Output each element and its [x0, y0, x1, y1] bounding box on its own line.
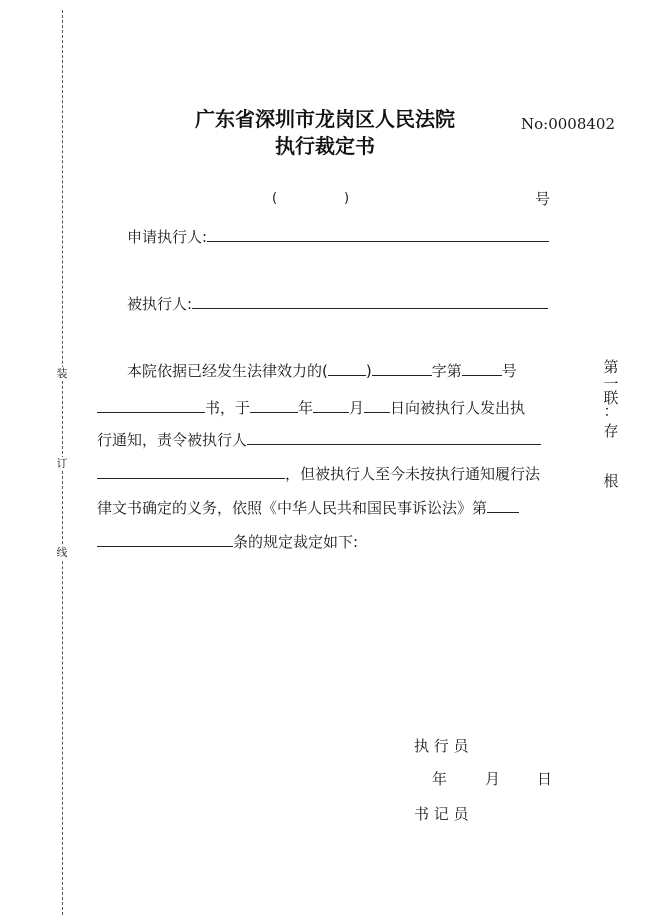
court-title: 广东省深圳市龙岗区人民法院: [195, 107, 455, 131]
binding-mark-xian: 线: [56, 546, 68, 559]
body-text: 书，于: [205, 399, 251, 417]
body-text: 号: [501, 362, 517, 380]
serial-number: No:0008402: [521, 115, 616, 133]
clerk-signature-label: 书 记 员: [414, 805, 469, 823]
blank-obligation: [247, 427, 541, 445]
blank-case-word: [372, 358, 432, 376]
body-text: 日向被执行人发出执: [390, 399, 526, 417]
body-text: 月: [349, 399, 365, 417]
binding-mark-zhuang: 装: [56, 367, 68, 380]
side-label-char: ：: [603, 402, 619, 420]
blank-document-type: [97, 395, 205, 413]
respondent-blank: [192, 291, 548, 309]
side-label-char: 一: [603, 375, 619, 393]
body-text: 年: [298, 399, 314, 417]
body-line-6: [97, 529, 358, 553]
body-text: 字第: [431, 362, 462, 380]
blank-year: [250, 395, 298, 413]
binding-mark-ding: 订: [56, 457, 68, 470]
date-month-label: 月: [485, 770, 501, 788]
side-label-char: 根: [603, 472, 619, 490]
body-text: ): [365, 362, 372, 380]
case-number-close-paren: ): [344, 191, 350, 206]
applicant-blank: [207, 224, 549, 242]
body-line-2: [97, 395, 525, 419]
blank-obligation-cont: [97, 461, 285, 479]
blank-day: [364, 395, 390, 413]
blank-case-no: [462, 358, 502, 376]
body-text: ，但被执行人至今未按执行通知履行法: [285, 465, 541, 483]
executor-signature-label: 执 行 员: [414, 737, 469, 755]
blank-month: [313, 395, 349, 413]
applicant-field: [127, 224, 549, 248]
body-line-4: [97, 461, 540, 485]
date-year-label: 年: [432, 770, 448, 788]
side-label-char: 存: [603, 422, 619, 440]
blank-article-cont: [97, 529, 233, 547]
body-line-1: [127, 358, 517, 382]
body-text: 行通知，责令被执行人: [97, 431, 248, 449]
applicant-label: 申请执行人:: [127, 228, 208, 246]
body-text: 条的规定裁定如下:: [233, 533, 359, 551]
body-text: 本院依据已经发生法律效力的(: [127, 362, 328, 380]
side-label-char: 第: [603, 358, 619, 376]
body-line-3: [97, 427, 541, 451]
blank-court-code: [328, 358, 366, 376]
respondent-label: 被执行人:: [127, 295, 193, 313]
body-text: 律文书确定的义务，依照《中华人民共和国民事诉讼法》第: [97, 499, 488, 517]
body-line-5: [97, 495, 519, 519]
case-number-open-paren: (: [272, 191, 278, 206]
blank-article: [487, 495, 519, 513]
document-title: 执行裁定书: [275, 134, 375, 158]
case-number-suffix: 号: [535, 190, 551, 208]
side-label-char: 联: [603, 389, 619, 407]
date-day-label: 日: [537, 770, 553, 788]
respondent-field: [127, 291, 548, 315]
